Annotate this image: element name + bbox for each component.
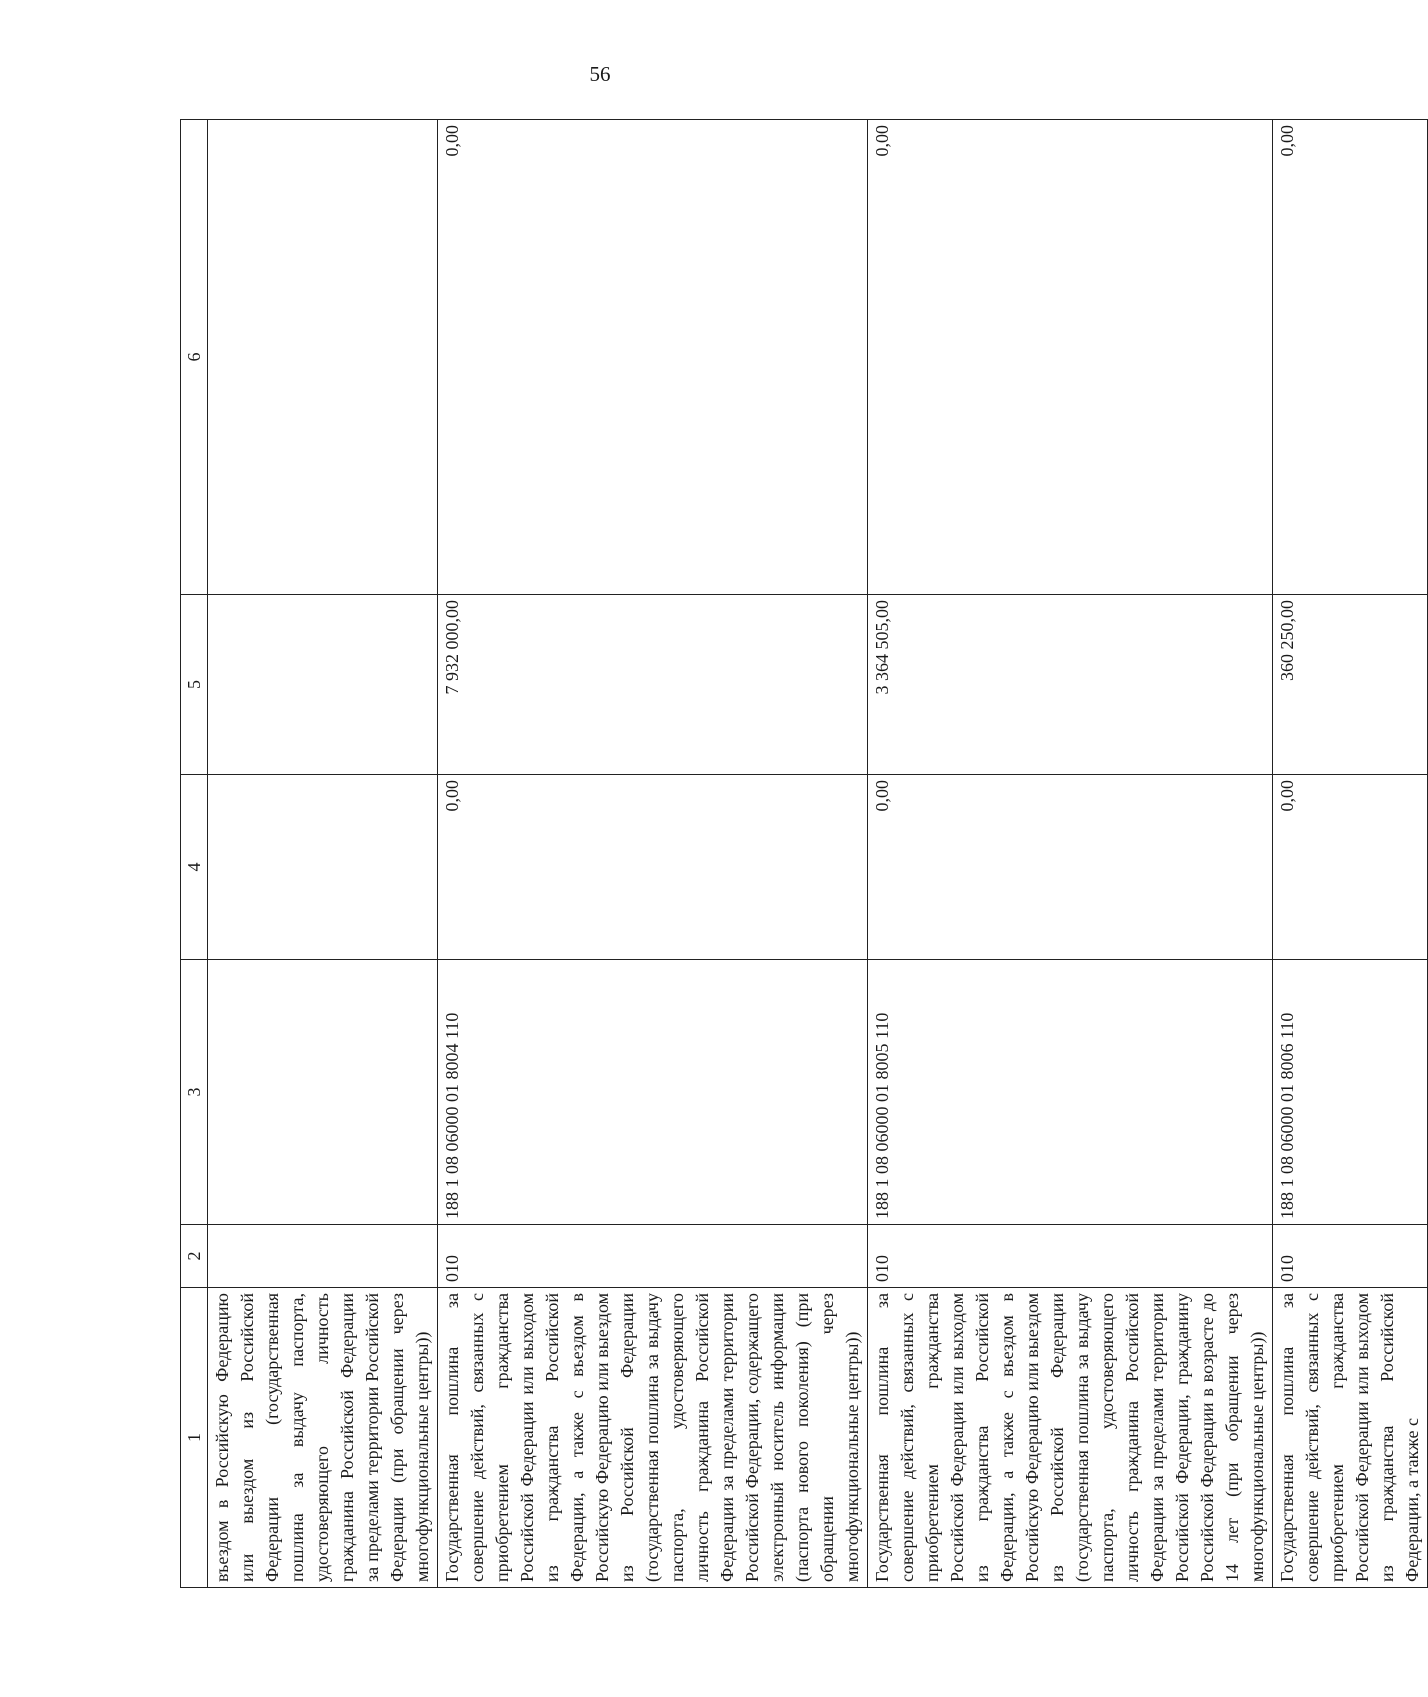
col6-cell <box>208 120 438 595</box>
page-number: 56 <box>589 62 611 86</box>
budget-code-cell <box>208 960 438 1225</box>
header-cell-2: 2 <box>181 1225 208 1288</box>
description-cell: Государственная пошлина за совершение действий, связанных с приобретением гражданства Российской Федерации или выходом из гражданства Российской Федерации, а также с <box>1273 1288 1428 1588</box>
col6-cell: 0,00 <box>1273 120 1428 595</box>
budget-code-cell: 188 1 08 06000 01 8006 110 <box>1273 960 1428 1225</box>
rotated-table-container <box>180 120 1422 1588</box>
table-row <box>868 120 1273 1588</box>
col4-cell: 0,00 <box>868 775 1273 960</box>
col4-cell: 0,00 <box>1273 775 1428 960</box>
header-cell-1: 1 <box>181 1288 208 1588</box>
table-row <box>438 120 868 1588</box>
header-cell-3: 3 <box>181 960 208 1225</box>
description-cell: Государственная пошлина за совершение действий, связанных с приобретением гражданства Российской Федерации или выходом из гражданства Российской Федерации, а также с въездом в Российскую Федерацию или выездом из Российской Федерации (государственная пошлина за выдачу паспорта, удостоверяющего личность гражданина Российской Федерации за пределами территории Российской Федерации, гражданину Российской Федерации в возрасте до 14 лет (при обращении через многофункциональные центры)) <box>868 1288 1273 1588</box>
col5-cell <box>208 595 438 775</box>
col6-cell: 0,00 <box>868 120 1273 595</box>
code-cell: 010 <box>868 1225 1273 1288</box>
budget-code-cell: 188 1 08 06000 01 8004 110 <box>438 960 868 1225</box>
budget-code-cell: 188 1 08 06000 01 8005 110 <box>868 960 1273 1225</box>
col5-cell: 360 250,00 <box>1273 595 1428 775</box>
col4-cell: 0,00 <box>438 775 868 960</box>
col5-cell: 7 932 000,00 <box>438 595 868 775</box>
description-cell: Государственная пошлина за совершение действий, связанных с приобретением гражданства Российской Федерации или выходом из гражданства Российской Федерации, а также с въездом в Российскую Федерацию или выездом из Российской Федерации (государственная пошлина за выдачу паспорта, удостоверяющего личность гражданина Российской Федерации за пределами территории Российской Федерации, содержащего электронный носитель информации (паспорта нового поколения) (при обращении через многофункциональные центры)) <box>438 1288 868 1588</box>
col4-cell <box>208 775 438 960</box>
description-cell: въездом в Российскую Федерацию или выездом из Российской Федерации (государственная пошлина за выдачу паспорта, удостоверяющего личность гражданина Российской Федерации за пределами территории Российской Федерации (при обращении через многофункциональные центры)) <box>208 1288 438 1588</box>
header-cell-6: 6 <box>181 120 208 595</box>
col5-cell: 3 364 505,00 <box>868 595 1273 775</box>
table-row <box>1273 120 1428 1588</box>
header-row <box>181 120 208 1588</box>
table-row <box>208 120 438 1588</box>
revenue-table <box>180 119 1428 1588</box>
header-cell-5: 5 <box>181 595 208 775</box>
code-cell: 010 <box>438 1225 868 1288</box>
header-cell-4: 4 <box>181 775 208 960</box>
code-cell: 010 <box>1273 1225 1428 1288</box>
col6-cell: 0,00 <box>438 120 868 595</box>
code-cell <box>208 1225 438 1288</box>
